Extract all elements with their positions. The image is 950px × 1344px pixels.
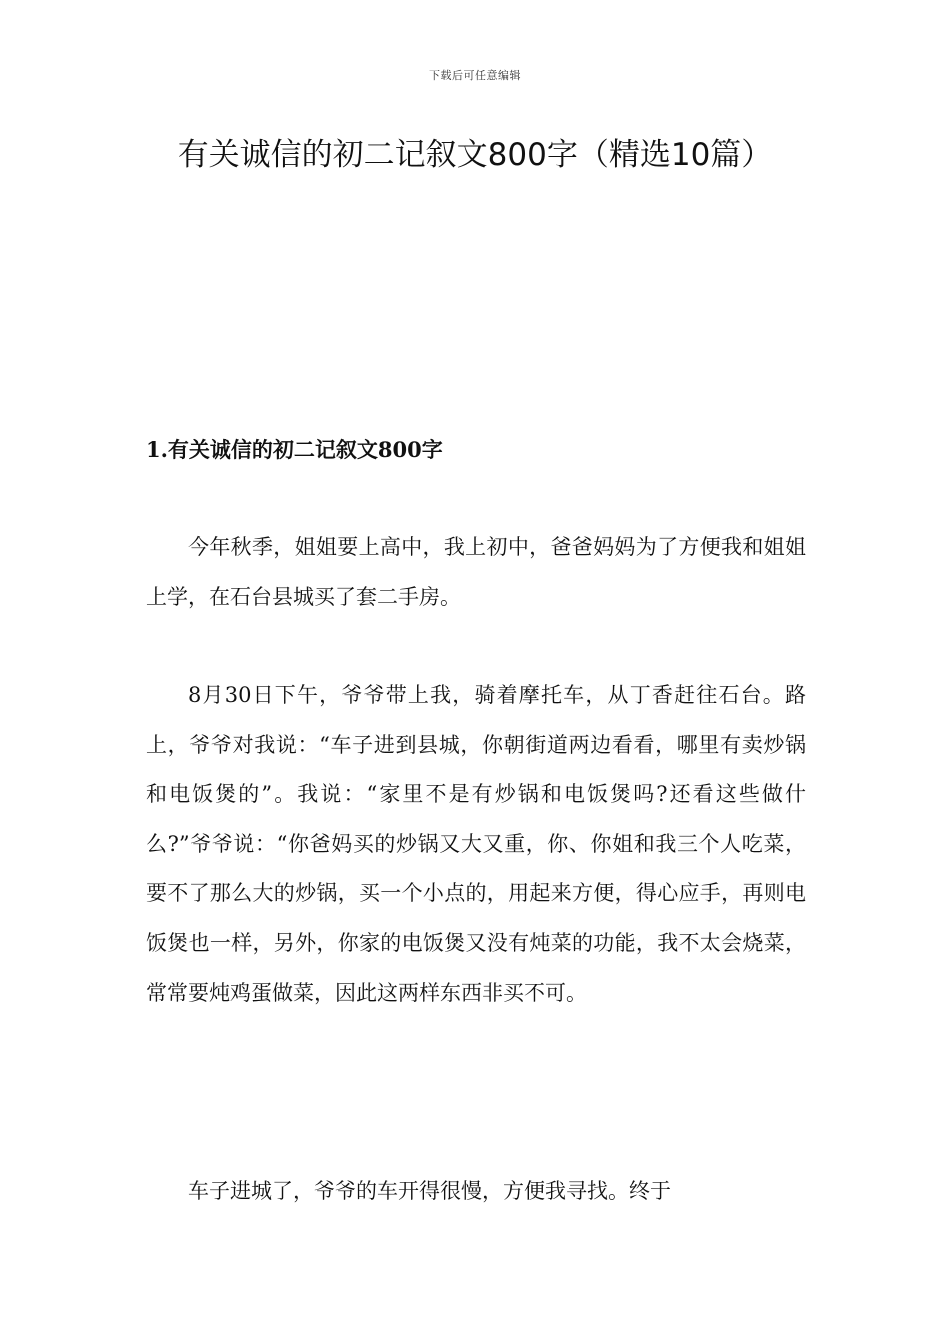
paragraph-3: 车子进城了，爷爷的车开得很慢，方便我寻找。终于 bbox=[188, 1179, 671, 1203]
paragraph-2: 8月30日下午，爷爷带上我，骑着摩托车，从丁香赶往石台。路上，爷爷对我说：“车子进到县城，你朝街道两边看看，哪里有卖炒锅和电饭煲的”。我说：“家里不是有炒锅和电饭煲吗?还看这些做什么?”爷爷说：“你爸妈买的炒锅又大又重，你、你姐和我三个人吃菜，要不了那么大的炒锅，买一个小点的，用起来方便，得心应手，再则电饭煲也一样，另外，你家的电饭煲又没有炖菜的功能，我不太会烧菜，常常要炖鸡蛋做菜，因此这两样东西非买不可。 bbox=[146, 683, 806, 1005]
header-note: 下载后可任意编辑 bbox=[429, 69, 521, 82]
document-title: 有关诚信的初二记叙文800字（精选10篇） bbox=[177, 137, 773, 173]
paragraph-1: 今年秋季，姐姐要上高中，我上初中，爸爸妈妈为了方便我和姐姐上学，在石台县城买了套二手房。 bbox=[146, 535, 806, 609]
section-heading: 1.有关诚信的初二记叙文800字 bbox=[146, 437, 443, 462]
